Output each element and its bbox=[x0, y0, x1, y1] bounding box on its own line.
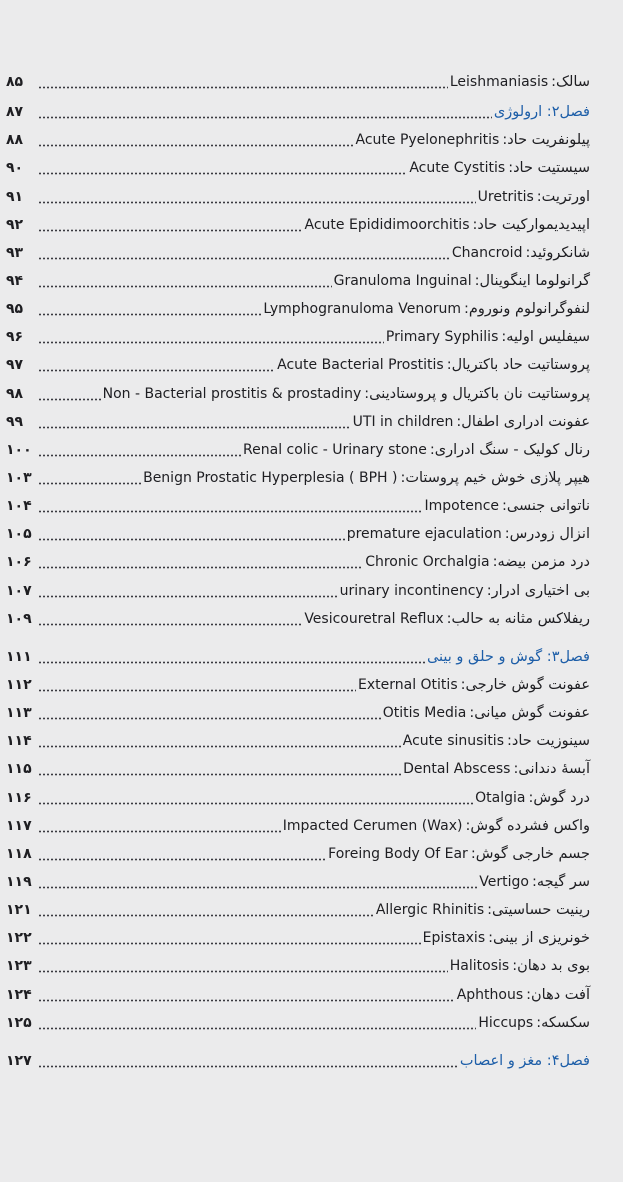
page-number: ۹۲ bbox=[6, 216, 24, 233]
page-number: ۱۲۷ bbox=[6, 1052, 32, 1069]
dot-leader bbox=[38, 239, 450, 267]
page-number: ۹۶ bbox=[6, 329, 24, 346]
page-number: ۱۲۵ bbox=[6, 1014, 32, 1031]
dot-leader bbox=[38, 323, 384, 351]
toc-entry bbox=[6, 952, 590, 980]
toc-entry bbox=[6, 755, 590, 783]
entry-english-title: Halitosis bbox=[449, 958, 510, 975]
toc-entry bbox=[6, 812, 590, 840]
dot-leader bbox=[38, 295, 261, 323]
entry-persian-title: هیپر پلازی خوش خیم پروستات: bbox=[400, 469, 590, 486]
entry-persian-title: گرانولوما اینگوینال: bbox=[474, 272, 590, 289]
entry-english-title: Acute Bacterial Prostitis bbox=[277, 357, 444, 374]
page-number: ۱۰۷ bbox=[6, 582, 32, 599]
dot-leader bbox=[38, 351, 275, 379]
entry-english-title: Impotence bbox=[424, 498, 500, 515]
entry-persian-title: ناتوانی جنسی: bbox=[502, 498, 590, 515]
toc-entry bbox=[6, 380, 590, 408]
dot-leader bbox=[38, 68, 448, 96]
entry-persian-title: انزال زودرس: bbox=[504, 526, 590, 543]
page-number: ۱۱۸ bbox=[6, 845, 32, 862]
page-number: ۹۵ bbox=[6, 301, 24, 318]
page-number: ۱۲۳ bbox=[6, 958, 32, 975]
dot-leader bbox=[38, 520, 345, 548]
toc-entry bbox=[6, 896, 590, 924]
toc-entry bbox=[6, 323, 590, 351]
entry-english-title: Granuloma Inguinal bbox=[333, 272, 472, 289]
page-number: ۱۱۶ bbox=[6, 789, 32, 806]
entry-english-title: Lymphogranuloma Venorum bbox=[263, 301, 462, 318]
entry-english-title: Epistaxis bbox=[422, 930, 486, 947]
toc-entry bbox=[6, 548, 590, 576]
dot-leader bbox=[38, 755, 401, 783]
entry-persian-title: آبسهٔ دندانی: bbox=[513, 761, 590, 778]
dot-leader bbox=[38, 577, 338, 605]
page-number: ۱۰۳ bbox=[6, 469, 32, 486]
page-number: ۱۱۹ bbox=[6, 873, 32, 890]
toc-entry bbox=[6, 295, 590, 323]
chapter-title: فصل۲: ارولوژی bbox=[493, 104, 590, 121]
toc-entry bbox=[6, 239, 590, 267]
dot-leader bbox=[38, 812, 281, 840]
entry-persian-title: لنفوگرانولوم ونوروم: bbox=[464, 301, 590, 318]
entry-persian-title: درد گوش: bbox=[528, 789, 590, 806]
chapter-title: فصل۳: گوش و حلق و بینی bbox=[426, 648, 590, 665]
toc-entry bbox=[6, 520, 590, 548]
toc-entry bbox=[6, 1009, 590, 1037]
chapter-heading bbox=[6, 1047, 590, 1075]
entry-persian-title: اپیدیدیمواركیت حاد: bbox=[472, 216, 590, 233]
entry-persian-title: آفت دهان: bbox=[526, 986, 590, 1003]
page-number: ۱۱۲ bbox=[6, 676, 32, 693]
dot-leader bbox=[38, 436, 241, 464]
dot-leader bbox=[38, 981, 455, 1009]
dot-leader bbox=[38, 868, 477, 896]
page-number: ۸۸ bbox=[6, 132, 24, 149]
page-number: ۱۲۴ bbox=[6, 986, 32, 1003]
entry-english-title: Benign Prostatic Hyperplesia ( BPH ) bbox=[143, 469, 398, 486]
entry-persian-title: سکسکه: bbox=[536, 1014, 590, 1031]
dot-leader bbox=[38, 924, 421, 952]
dot-leader bbox=[38, 840, 326, 868]
toc-entry bbox=[6, 492, 590, 520]
toc-entry bbox=[6, 840, 590, 868]
entry-english-title: Uretritis bbox=[477, 188, 534, 205]
dot-leader bbox=[38, 492, 423, 520]
entry-persian-title: اورتریت: bbox=[536, 188, 590, 205]
page-number: ۹۹ bbox=[6, 413, 24, 430]
entry-persian-title: شانکروئید: bbox=[525, 244, 590, 261]
toc-entry bbox=[6, 351, 590, 379]
toc-entry bbox=[6, 408, 590, 436]
page-number: ۱۰۰ bbox=[6, 441, 32, 458]
toc-entry bbox=[6, 183, 590, 211]
entry-english-title: Primary Syphilis bbox=[385, 329, 499, 346]
entry-english-title: Dental Abscess bbox=[403, 761, 511, 778]
entry-persian-title: ریفلاکس مثانه به حالب: bbox=[446, 610, 590, 627]
toc-entry bbox=[6, 699, 590, 727]
dot-leader bbox=[38, 1009, 476, 1037]
page-number: ۱۱۱ bbox=[6, 648, 32, 665]
toc-entry bbox=[6, 267, 590, 295]
dot-leader bbox=[38, 464, 141, 492]
dot-leader bbox=[38, 699, 381, 727]
dot-leader bbox=[38, 98, 492, 126]
entry-english-title: Foreing Body Of Ear bbox=[328, 845, 468, 862]
entry-english-title: Acute Pyelonephritis bbox=[355, 132, 500, 149]
page-number: ۱۲۱ bbox=[6, 902, 32, 919]
entry-english-title: UTI in children bbox=[352, 413, 454, 430]
toc-entry bbox=[6, 671, 590, 699]
entry-persian-title: بوی بد دهان: bbox=[512, 958, 590, 975]
entry-persian-title: سیفلیس اولیه: bbox=[501, 329, 590, 346]
entry-persian-title: عفونت ادراری اطفال: bbox=[456, 413, 590, 430]
entry-persian-title: رینیت حساسیتی: bbox=[487, 902, 590, 919]
entry-english-title: Hiccups bbox=[478, 1014, 534, 1031]
entry-english-title: Vesicouretral Reflux bbox=[304, 610, 444, 627]
chapter-heading bbox=[6, 643, 590, 671]
page-number: ۱۰۵ bbox=[6, 526, 32, 543]
entry-persian-title: سر گیجه: bbox=[531, 873, 590, 890]
toc-entry bbox=[6, 981, 590, 1009]
toc-entry bbox=[6, 436, 590, 464]
page-number: ۱۲۲ bbox=[6, 930, 32, 947]
entry-english-title: Vertigo bbox=[479, 873, 529, 890]
dot-leader bbox=[38, 126, 353, 154]
entry-english-title: Aphthous bbox=[456, 986, 524, 1003]
entry-english-title: premature ejaculation bbox=[346, 526, 502, 543]
entry-english-title: Acute sinusitis bbox=[402, 733, 504, 750]
toc-entry bbox=[6, 784, 590, 812]
entry-english-title: Acute Epididimoorchitis bbox=[304, 216, 470, 233]
dot-leader bbox=[38, 605, 302, 633]
toc-entry bbox=[6, 868, 590, 896]
page-number: ۱۱۵ bbox=[6, 761, 32, 778]
dot-leader bbox=[38, 267, 332, 295]
page-number: ۱۱۴ bbox=[6, 733, 32, 750]
entry-persian-title: سینوزیت حاد: bbox=[507, 733, 590, 750]
dot-leader bbox=[38, 671, 356, 699]
dot-leader bbox=[38, 211, 303, 239]
entry-english-title: Otalgia bbox=[475, 789, 526, 806]
toc-entry bbox=[6, 605, 590, 633]
toc-entry bbox=[6, 464, 590, 492]
entry-english-title: Chancroid bbox=[451, 244, 523, 261]
entry-persian-title: پروستاتیت نان باکتریال و پروستادینی: bbox=[364, 385, 590, 402]
entry-persian-title: عفونت گوش میانی: bbox=[469, 705, 590, 722]
entry-persian-title: خونریزی از بینی: bbox=[488, 930, 590, 947]
toc-entry bbox=[6, 924, 590, 952]
page-number: ۸۷ bbox=[6, 104, 24, 121]
entry-persian-title: پروستاتیت حاد باکتریال: bbox=[446, 357, 590, 374]
chapter-heading bbox=[6, 98, 590, 126]
entry-english-title: Leishmaniasis bbox=[449, 74, 549, 90]
entry-persian-title: سیستیت حاد: bbox=[508, 160, 590, 177]
toc-entry bbox=[6, 727, 590, 755]
dot-leader bbox=[38, 784, 473, 812]
entry-english-title: Otitis Media bbox=[382, 705, 467, 722]
entry-english-title: Non - Bacterial prostitis & prostadiny bbox=[102, 385, 362, 402]
page-number: ۹۰ bbox=[6, 160, 24, 177]
entry-persian-title: بی اختیاری ادرار: bbox=[486, 582, 590, 599]
dot-leader bbox=[38, 548, 363, 576]
dot-leader bbox=[38, 183, 476, 211]
entry-english-title: Renal colic - Urinary stone bbox=[243, 441, 427, 458]
toc-entry bbox=[6, 68, 590, 96]
page-number: ۹۳ bbox=[6, 244, 24, 261]
page-number: ۸۵ bbox=[6, 74, 24, 90]
dot-leader bbox=[38, 380, 101, 408]
page-number: ۱۰۴ bbox=[6, 498, 32, 515]
entry-english-title: Impacted Cerumen (Wax) bbox=[282, 817, 463, 834]
dot-leader bbox=[38, 154, 407, 182]
page-number: ۱۱۳ bbox=[6, 705, 32, 722]
entry-english-title: Chronic Orchalgia bbox=[365, 554, 490, 571]
page-number: ۹۸ bbox=[6, 385, 24, 402]
dot-leader bbox=[38, 952, 448, 980]
entry-persian-title: درد مزمن بیضه: bbox=[492, 554, 590, 571]
entry-persian-title: سالک: bbox=[551, 74, 590, 90]
toc-entry bbox=[6, 577, 590, 605]
page-number: ۱۰۹ bbox=[6, 610, 32, 627]
dot-leader bbox=[38, 408, 351, 436]
table-of-contents bbox=[6, 68, 590, 1075]
page-number: ۱۱۷ bbox=[6, 817, 32, 834]
dot-leader bbox=[38, 727, 401, 755]
dot-leader bbox=[38, 1047, 458, 1075]
entry-english-title: Allergic Rhinitis bbox=[375, 902, 485, 919]
page-number: ۹۴ bbox=[6, 272, 24, 289]
entry-persian-title: عفونت گوش خارجی: bbox=[460, 676, 590, 693]
chapter-title: فصل۴: مغز و اعصاب bbox=[459, 1052, 590, 1069]
entry-persian-title: واکس فشرده گوش: bbox=[465, 817, 590, 834]
toc-entry bbox=[6, 154, 590, 182]
dot-leader bbox=[38, 643, 425, 671]
entry-persian-title: رنال کولیک - سنگ ادراری: bbox=[429, 441, 590, 458]
entry-english-title: urinary incontinency bbox=[339, 582, 484, 599]
page-number: ۱۰۶ bbox=[6, 554, 32, 571]
page-number: ۹۷ bbox=[6, 357, 24, 374]
toc-entry bbox=[6, 126, 590, 154]
toc-entry bbox=[6, 211, 590, 239]
entry-persian-title: جسم خارجی گوش: bbox=[470, 845, 590, 862]
page-number: ۹۱ bbox=[6, 188, 24, 205]
entry-english-title: External Otitis bbox=[358, 676, 458, 693]
entry-persian-title: پیلونفریت حاد: bbox=[502, 132, 590, 149]
entry-english-title: Acute Cystitis bbox=[409, 160, 506, 177]
dot-leader bbox=[38, 896, 374, 924]
